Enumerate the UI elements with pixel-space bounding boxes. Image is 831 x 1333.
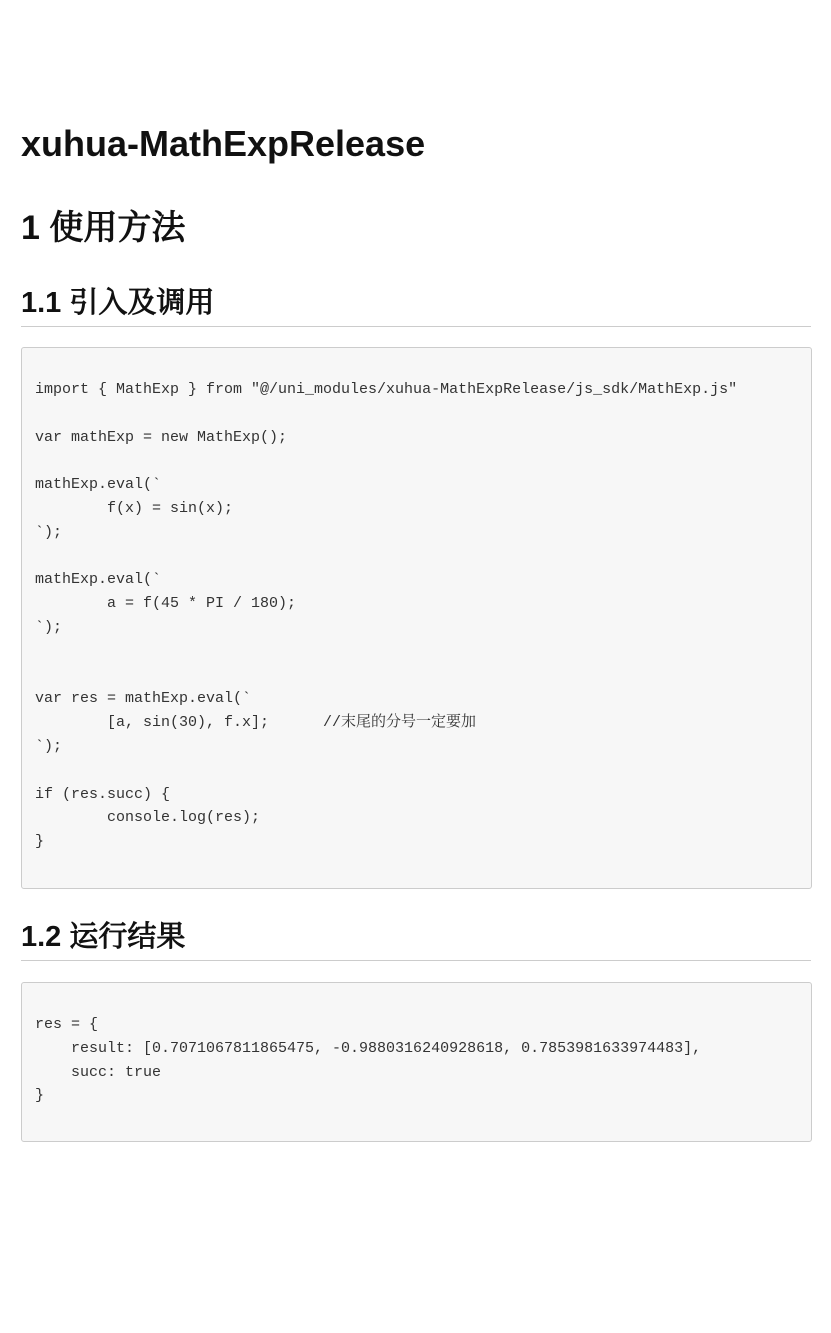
code-block-import-usage[interactable]: import { MathExp } from "@/uni_modules/xuhua-MathExpRelease/js_sdk/MathExp.js" var mathExp = new MathExp(); mathExp.eval(` f(x) = sin(x); `); mathExp.eval(` a = f(45 * PI / 180); `); var res = mathExp.eval(` [a, sin(30), f.x]; //末尾的分号一定要加 `); if (res.succ) { console.log(res); }	[21, 347, 812, 889]
code-block-run-result[interactable]: res = { result: [0.7071067811865475, -0.9880316240928618, 0.7853981633974483], succ: true }	[21, 982, 812, 1142]
section-heading-usage: 1 使用方法	[21, 209, 186, 247]
subsection-heading-result: 1.2 运行结果	[21, 918, 811, 961]
subsection-heading-import: 1.1 引入及调用	[21, 284, 811, 327]
document-title: xuhua-MathExpRelease	[21, 123, 426, 164]
